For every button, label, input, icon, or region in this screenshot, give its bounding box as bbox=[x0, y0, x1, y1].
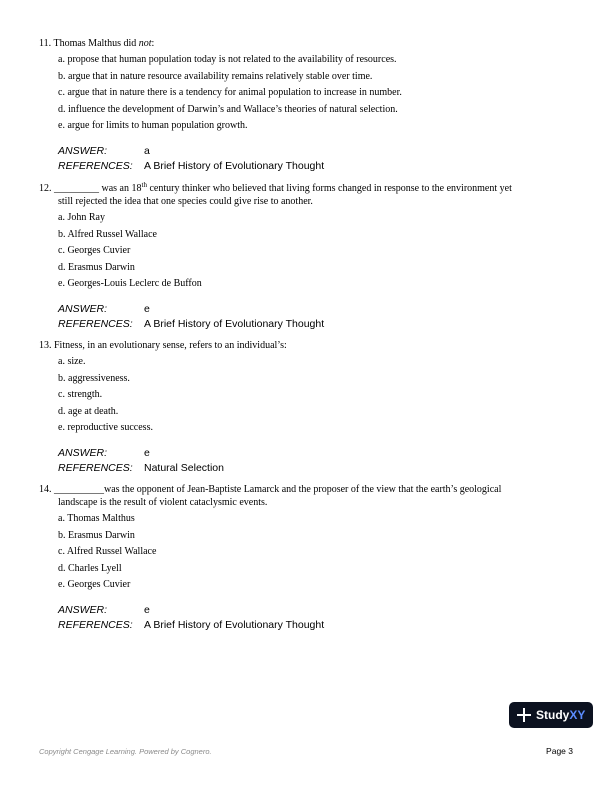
option-e: e. argue for limits to human population growth. bbox=[58, 120, 248, 131]
answer-label: ANSWER: bbox=[58, 302, 108, 315]
question-stem: 11. Thomas Malthus did not: bbox=[39, 38, 155, 49]
option-a: a. Thomas Malthus bbox=[58, 513, 135, 524]
reference-value: Natural Selection bbox=[144, 461, 224, 474]
option-a: a. size. bbox=[58, 356, 86, 367]
option-a: a. propose that human population today is not related to the availability of resources. bbox=[58, 54, 397, 65]
footer-copyright: Copyright Cengage Learning. Powered by Cognero. bbox=[39, 747, 212, 756]
option-b: b. argue that in nature resource availability remains relatively stable over time. bbox=[58, 70, 373, 82]
reference-value: A Brief History of Evolutionary Thought bbox=[144, 159, 325, 172]
option-list bbox=[58, 53, 579, 136]
answer-value: e bbox=[144, 603, 150, 616]
option-c: c. Georges Cuvier bbox=[58, 245, 131, 256]
page-number: Page 3 bbox=[546, 746, 573, 756]
option-b: b. aggressiveness. bbox=[58, 372, 130, 384]
answer-label: ANSWER: bbox=[58, 446, 108, 459]
references-label: REFERENCES: bbox=[58, 317, 133, 330]
references-label: REFERENCES: bbox=[58, 159, 133, 172]
question-13 bbox=[39, 339, 579, 476]
option-d: d. Erasmus Darwin bbox=[58, 261, 135, 273]
option-e: e. Georges Cuvier bbox=[58, 579, 131, 590]
option-b: b. Erasmus Darwin bbox=[58, 529, 135, 541]
question-12 bbox=[39, 182, 579, 332]
question-number: 12. bbox=[39, 183, 52, 194]
references-label: REFERENCES: bbox=[58, 618, 133, 631]
question-14 bbox=[39, 483, 579, 633]
question-stem: 13. Fitness, in an evolutionary sense, refers to an individual’s: bbox=[39, 340, 287, 351]
option-c: c. argue that in nature there is a tendency for animal population to increase in number. bbox=[58, 87, 402, 98]
reference-value: A Brief History of Evolutionary Thought bbox=[144, 317, 325, 330]
question-11 bbox=[39, 37, 579, 174]
question-stem-continued: still rejected the idea that one species could give rise to another. bbox=[58, 196, 313, 207]
plus-icon bbox=[517, 708, 531, 722]
answer-block bbox=[58, 446, 579, 476]
option-d: d. age at death. bbox=[58, 405, 119, 417]
badge-brand: StudyXY bbox=[536, 708, 586, 722]
answer-label: ANSWER: bbox=[58, 603, 108, 616]
question-stem: 12. _________ was an 18th century thinker who believed that living forms changed in response to the environment yet bbox=[39, 181, 512, 194]
answer-value: a bbox=[144, 144, 150, 157]
answer-value: e bbox=[144, 302, 150, 315]
reference-value: A Brief History of Evolutionary Thought bbox=[144, 618, 325, 631]
studyxy-badge[interactable] bbox=[509, 702, 593, 728]
option-a: a. John Ray bbox=[58, 212, 105, 223]
question-stem-continued: landscape is the result of violent cataclysmic events. bbox=[58, 497, 268, 508]
question-number: 14. bbox=[39, 484, 52, 495]
option-d: d. Charles Lyell bbox=[58, 562, 122, 574]
option-e: e. reproductive success. bbox=[58, 422, 153, 433]
question-number: 13. bbox=[39, 340, 52, 351]
option-list bbox=[58, 512, 579, 595]
answer-block bbox=[58, 302, 579, 332]
answer-label: ANSWER: bbox=[58, 144, 108, 157]
option-c: c. strength. bbox=[58, 389, 103, 400]
option-list bbox=[58, 355, 579, 438]
references-label: REFERENCES: bbox=[58, 461, 133, 474]
question-stem: 14. __________was the opponent of Jean-Baptiste Lamarck and the proposer of the view that the earth’s geological bbox=[39, 484, 502, 495]
option-d: d. influence the development of Darwin’s and Wallace’s theories of natural selection. bbox=[58, 103, 398, 115]
option-e: e. Georges-Louis Leclerc de Buffon bbox=[58, 278, 202, 289]
answer-block bbox=[58, 144, 579, 174]
answer-value: e bbox=[144, 446, 150, 459]
option-b: b. Alfred Russel Wallace bbox=[58, 228, 157, 240]
question-number: 11. bbox=[39, 38, 52, 49]
answer-block bbox=[58, 603, 579, 633]
option-list bbox=[58, 211, 579, 294]
option-c: c. Alfred Russel Wallace bbox=[58, 546, 157, 557]
